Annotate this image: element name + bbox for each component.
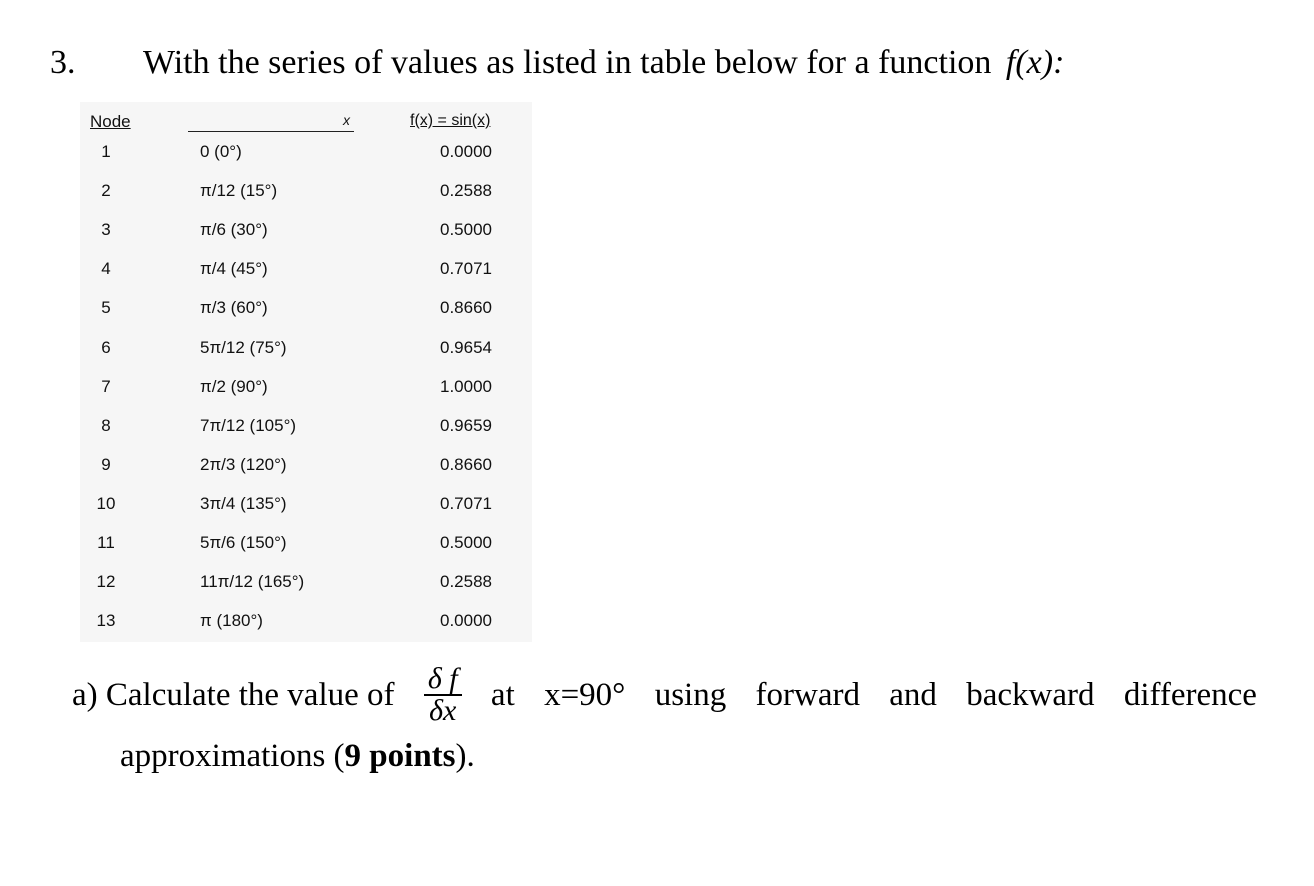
fx-cell: 0.5000 [440, 533, 492, 552]
node-cell: 11 [97, 533, 115, 552]
node-cell: 13 [96, 611, 116, 631]
header-fx: f(x) = sin(x) [410, 112, 491, 129]
table-row [80, 338, 532, 377]
table-row [80, 494, 532, 533]
word-forward: forward [755, 677, 860, 713]
x-cell: 5π/6 (150°) [200, 533, 287, 552]
word-and: and [889, 677, 937, 713]
part-a-line-2 [120, 726, 1257, 786]
fx-cell: 0.8660 [440, 454, 492, 474]
table-row [80, 572, 532, 611]
word-using: using [654, 677, 727, 713]
x-cell: 5π/12 (75°) [200, 337, 287, 357]
values-table [80, 102, 532, 642]
question-text [143, 44, 1064, 82]
fx-cell: 0.7071 [440, 259, 492, 279]
word-at: at [490, 677, 515, 713]
points-label: 9 points [344, 738, 456, 774]
line2-end: ). [455, 738, 475, 774]
table-row [80, 181, 532, 220]
table-row [80, 142, 532, 181]
part-a-prefix: a) Calculate the value of [72, 677, 395, 713]
x-cell: 0 (0°) [200, 142, 242, 161]
node-cell: 7 [101, 376, 111, 396]
fx-cell: 0.5000 [440, 220, 492, 240]
part-a-line-1 [72, 664, 1257, 726]
fx-cell: 0.0000 [440, 142, 492, 161]
fx-cell: 0.0000 [440, 611, 492, 631]
fraction-denominator: δx [429, 694, 457, 727]
fraction-numerator: δ f [424, 664, 462, 696]
x-cell: 7π/12 (105°) [200, 415, 297, 435]
table-row [80, 298, 532, 337]
node-cell: 10 [96, 493, 116, 513]
x-cell: 11π/12 (165°) [200, 572, 305, 592]
question-number: 3. [50, 44, 76, 81]
table-row [80, 455, 532, 494]
table-row [80, 416, 532, 455]
node-cell: 12 [96, 572, 116, 592]
question-intro: With the series of values as listed in table below for a function [143, 44, 992, 81]
part-a [72, 664, 1257, 786]
header-x: x [188, 112, 354, 132]
table-row [80, 611, 532, 650]
node-cell: 5 [101, 298, 111, 318]
node-cell: 9 [101, 454, 111, 474]
word-backward: backward [966, 677, 1095, 713]
x-cell: π/2 (90°) [200, 376, 268, 396]
table-row [80, 220, 532, 259]
header-node: Node [90, 112, 131, 131]
fx-cell: 0.9654 [440, 337, 492, 357]
table-row [80, 533, 532, 572]
fx-cell: 0.8660 [440, 298, 492, 318]
fx-cell: 0.2588 [440, 572, 492, 592]
table-row [80, 377, 532, 416]
x-cell: π/3 (60°) [200, 298, 268, 318]
x-cell: π/12 (15°) [200, 181, 278, 201]
node-cell: 6 [101, 337, 111, 357]
table-row [80, 259, 532, 298]
x-cell: 2π/3 (120°) [200, 454, 287, 474]
node-cell: 1 [101, 142, 111, 161]
function-symbol: f(x): [1005, 44, 1065, 81]
line2-text: approximations ( [120, 738, 345, 774]
word-difference: difference [1123, 677, 1257, 713]
node-cell: 3 [101, 220, 111, 240]
fx-cell: 0.7071 [440, 493, 492, 513]
x-cell: π/6 (30°) [200, 220, 268, 240]
fx-cell: 0.2588 [440, 181, 492, 201]
x-value: x=90° [544, 677, 626, 713]
x-cell: 3π/4 (135°) [200, 493, 287, 513]
node-cell: 4 [101, 259, 111, 279]
fx-cell: 1.0000 [440, 376, 492, 396]
x-cell: π (180°) [200, 611, 263, 631]
x-cell: π/4 (45°) [200, 259, 268, 279]
fx-cell: 0.9659 [440, 415, 492, 435]
node-cell: 2 [101, 181, 111, 201]
derivative-fraction [424, 664, 462, 726]
node-cell: 8 [101, 415, 111, 435]
